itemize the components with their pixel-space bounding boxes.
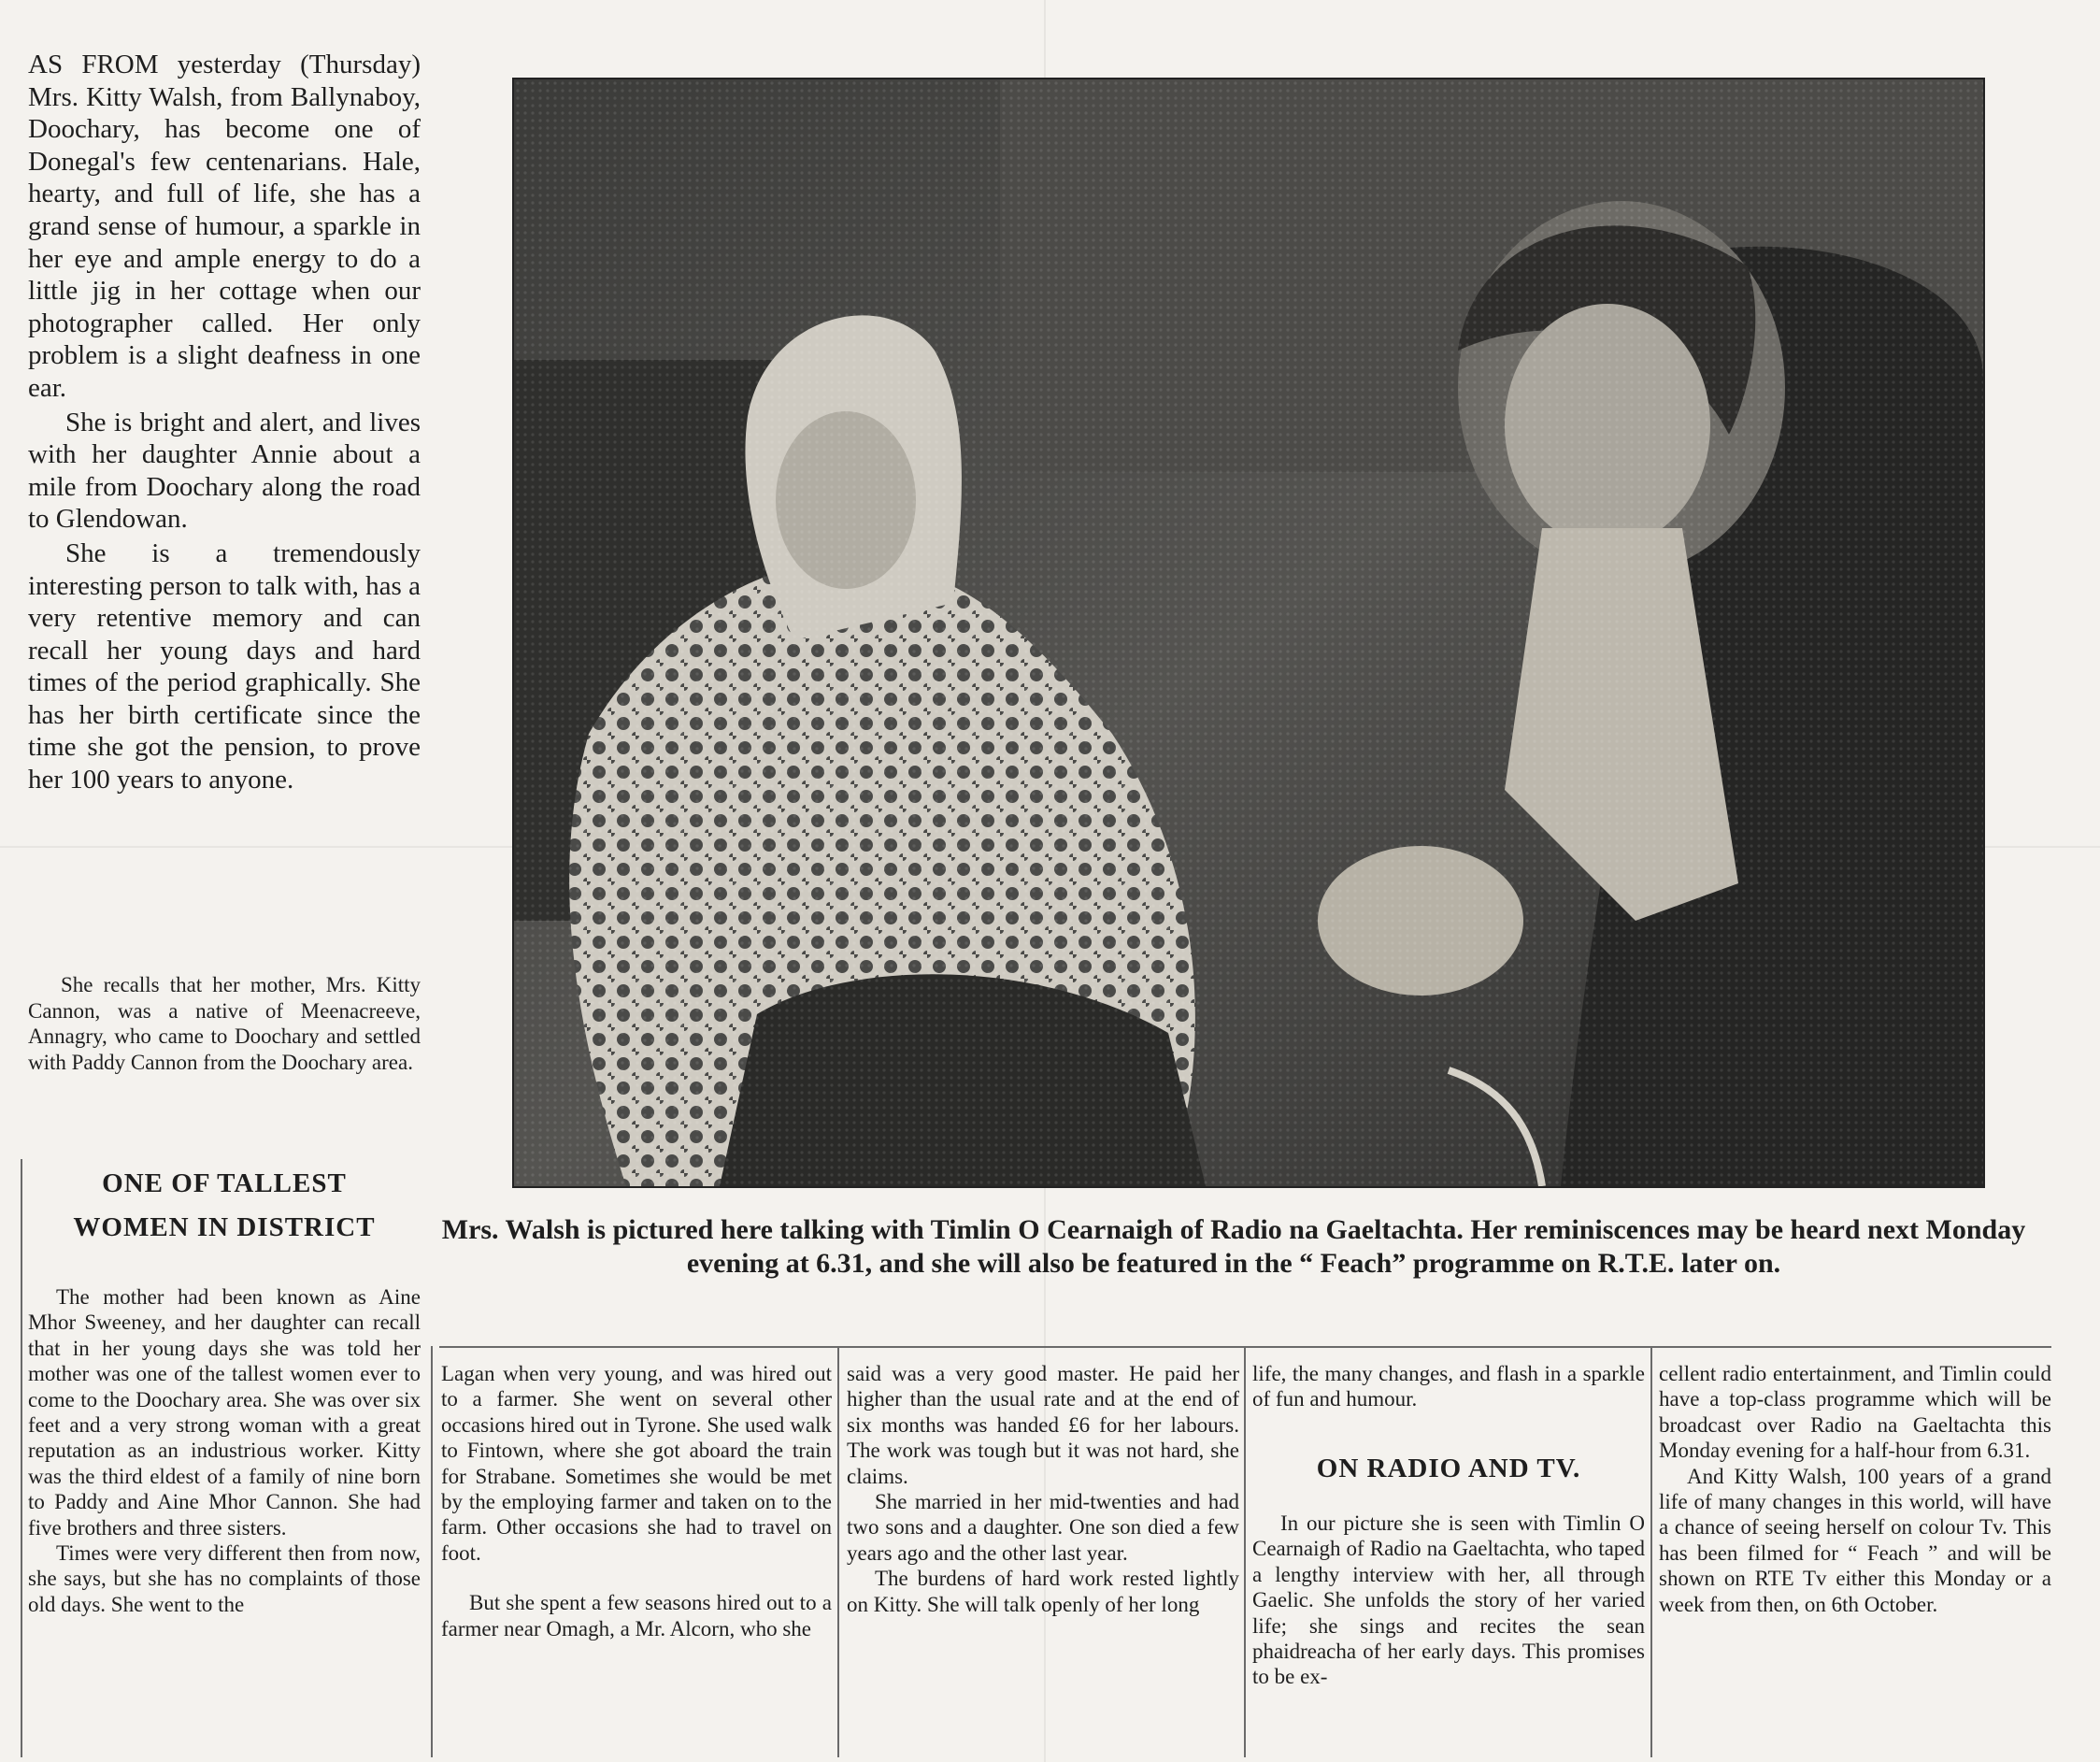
- body-column-3: [847, 1361, 1239, 1617]
- body-column-1: [28, 1284, 421, 1617]
- body-paragraph: The burdens of hard work rested lightly on Kitty. She will talk openly of her long: [847, 1567, 1239, 1616]
- lead-column: [28, 49, 421, 796]
- body-paragraph: But she spent a few seasons hired out to a farmer near Omagh, a Mr. Alcorn, who she: [441, 1591, 832, 1640]
- body-paragraph: And Kitty Walsh, 100 years of a grand life of many changes in this world, will have a chance of seeing herself on colour Tv. This has been filmed for “ Feach ” and will be shown on RTE Tv either this Monday or a week from then, on 6th October.: [1659, 1464, 2051, 1616]
- body-column-4: [1252, 1361, 1645, 1412]
- lead-paragraph: AS FROM yesterday (Thursday) Mrs. Kitty Walsh, from Ballynaboy, Doochary, has become one of Donegal's few centenarians. Hale, hearty, and full of life, she has a grand sense of humour, a sparkle in her eye and ample energy to do a little jig in her cottage when our photographer called. Her only problem is a slight deafness in one ear.: [28, 50, 421, 403]
- body-column-5: [1659, 1361, 2051, 1617]
- subheading: ONE OF TALLEST: [102, 1168, 347, 1198]
- column-rule: [1650, 1346, 1652, 1757]
- body-paragraph: cellent radio entertainment, and Timlin could have a top-class programme which will be broadcast over Radio na Gaeltachta this Monday evening for a half-hour from 6.31.: [1659, 1362, 2051, 1463]
- body-column-4-continued: [1252, 1511, 1645, 1690]
- body-paragraph: The mother had been known as Aine Mhor Sweeney, and her daughter can recall that in her young days she was told her mother was one of the tallest women ever to come to the Doochary area. She was over six feet and a very strong woman with a great reputation as an industrious worker. Kitty was the third eldest of a family of nine born to Paddy and Aine Mhor Cannon. She had five brothers and three sisters.: [28, 1285, 421, 1540]
- photograph: [512, 78, 1985, 1188]
- photo-illustration: [514, 79, 1983, 1186]
- column-rule: [21, 1159, 22, 1757]
- lead-paragraph: She is bright and alert, and lives with her daughter Annie about a mile from Doochary along the road to Glendowan.: [28, 407, 421, 535]
- body-paragraph: Lagan when very young, and was hired out to a farmer. She went on several other occasions hired out in Tyrone. She used walk to Fintown, where she got aboard the train for Strabane. Sometimes she would be met by the employing farmer and taken on to the farm. Other occasions she had to travel on foot.: [441, 1362, 832, 1565]
- body-paragraph: said was a very good master. He paid her higher than the usual rate and at the end of six months was handed £6 for her labours. The work was tough but it was not hard, she claims.: [847, 1362, 1239, 1488]
- subheading-radio-tv: ON RADIO AND TV.: [1316, 1454, 1581, 1483]
- body-paragraph: In our picture she is seen with Timlin O Cearnaigh of Radio na Gaeltachta, who taped a lengthy interview with her, all through Gaelic. She unfolds the story of her varied life; she sings and recites the sean phaidreacha of her early days. This promises to be ex-: [1252, 1511, 1645, 1689]
- column-rule: [431, 1346, 433, 1757]
- body-paragraph: Times were very different then from now, she says, but she has no complaints of those old days. She went to the: [28, 1541, 421, 1616]
- mother-paragraph: She recalls that her mother, Mrs. Kitty Cannon, was a native of Meenacreeve, Annagry, who came to Doochary and settled with Paddy Cannon from the Doochary area.: [28, 973, 421, 1074]
- subheading: WOMEN IN DISTRICT: [73, 1212, 376, 1242]
- body-paragraph: She married in her mid-twenties and had two sons and a daughter. One son died a few years ago and the other last year.: [847, 1490, 1239, 1565]
- photo-caption: Mrs. Walsh is pictured here talking with Timlin O Cearnaigh of Radio na Gaeltachta. Her reminiscences may be heard next Monday evening at 6.31, and she will also be featured in the “ Feach” programme on R.T.E. later on.: [441, 1214, 2026, 1279]
- column-rule: [1244, 1346, 1246, 1757]
- section-rule: [439, 1346, 2051, 1348]
- body-paragraph: life, the many changes, and flash in a sparkle of fun and humour.: [1252, 1362, 1645, 1411]
- body-column-2: [441, 1361, 832, 1641]
- column-rule: [837, 1346, 839, 1757]
- lead-paragraph: She is a tremendously interesting person to talk with, has a very retentive memory and can recall her young days and hard times of the period graphically. She has her birth certificate since the time she got the pension, to prove her 100 years to anyone.: [28, 537, 421, 795]
